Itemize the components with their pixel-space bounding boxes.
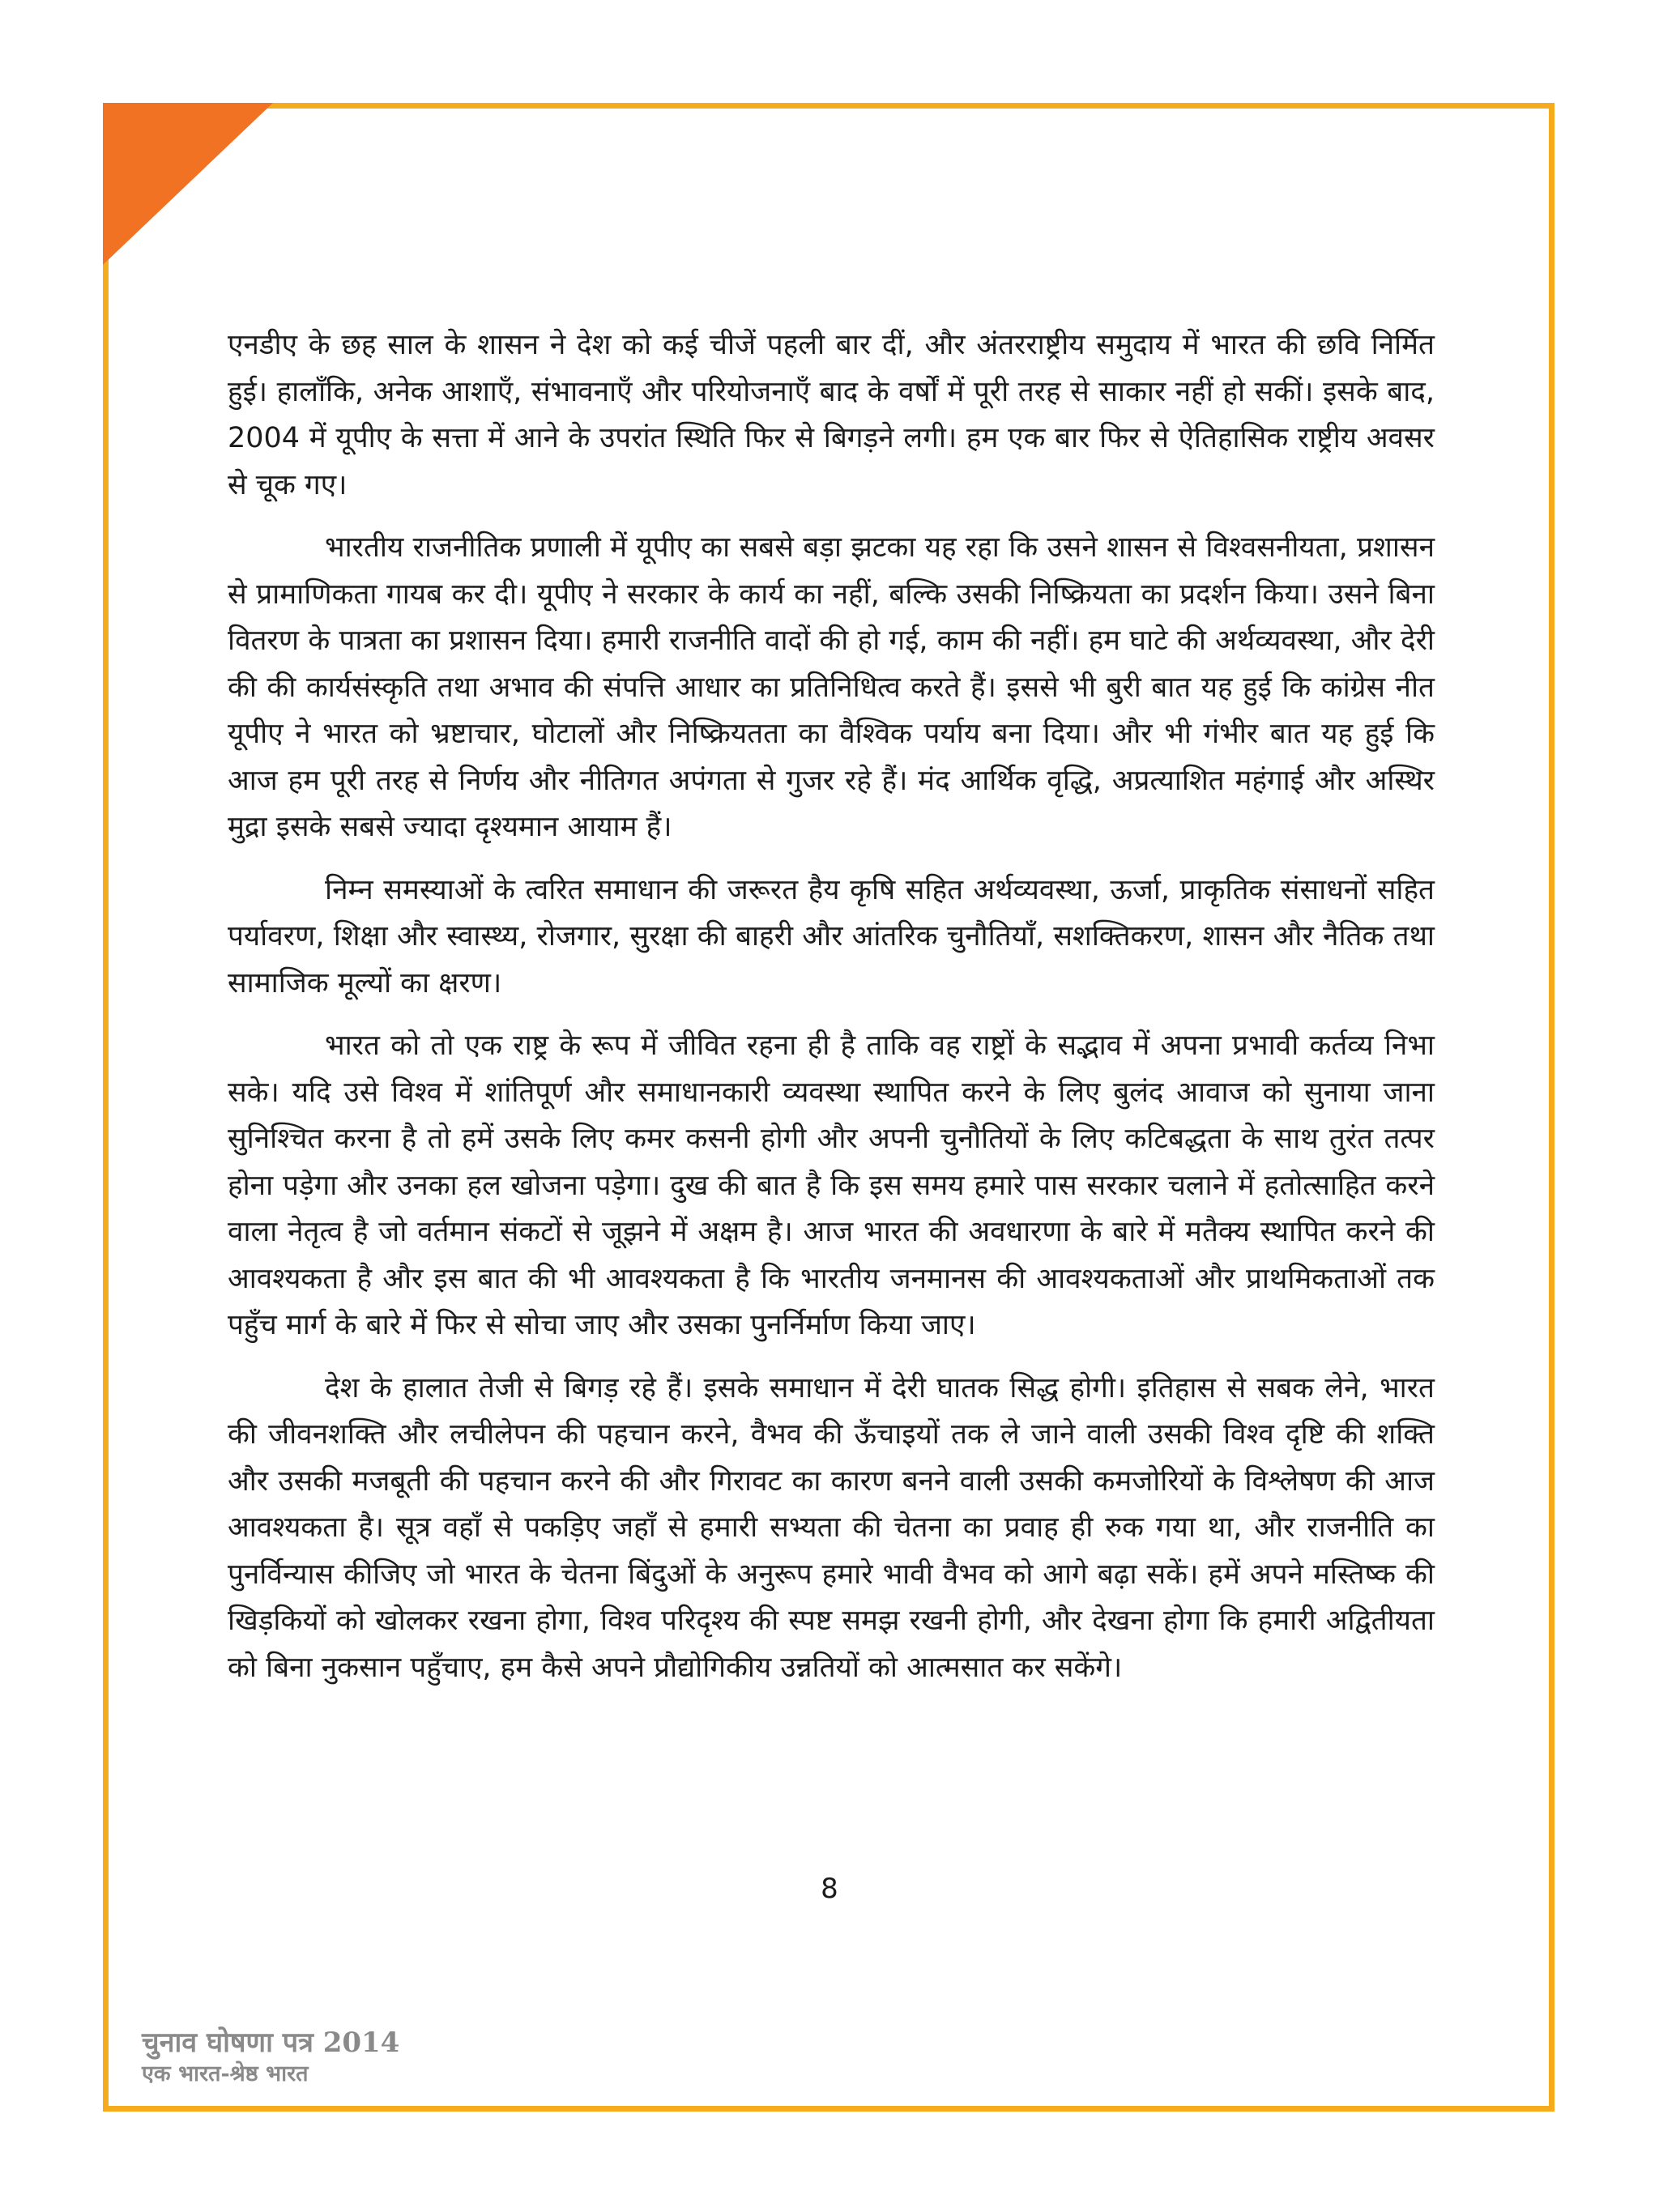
- paragraph-2: भारतीय राजनीतिक प्रणाली में यूपीए का सबसे बड़ा झटका यह रहा कि उसने शासन से विश्वसनीयता, प्रशासन से प्रामाणिकता गायब कर दी। यूपीए ने सरकार के कार्य का नहीं, बल्कि उसकी निष्क्रियता का प्रदर्शन किया। उसने बिना वितरण के पात्रता का प्रशासन दिया। हमारी राजनीति वादों की हो गई, काम की नहीं। हम घाटे की अर्थव्यवस्था, और देरी की की कार्यसंस्कृति तथा अभाव की संपत्ति आधार का प्रतिनिधित्व करते हैं। इससे भी बुरी बात यह हुई कि कांग्रेस नीत यूपीए ने भारत को भ्रष्टाचार, घोटालों और निष्क्रियतता का वैश्विक पर्याय बना दिया। और भी गंभीर बात यह हुई कि आज हम पूरी तरह से निर्णय और नीतिगत अपंगता से गुजर रहे हैं। मंद आर्थिक वृद्धि, अप्रत्याशित महंगाई और अस्थिर मुद्रा इसके सबसे ज्यादा दृश्यमान आयाम हैं।: [228, 531, 1435, 843]
- paragraph-3: निम्न समस्याओं के त्वरित समाधान की जरूरत हैय कृषि सहित अर्थव्यवस्था, ऊर्जा, प्राकृतिक संसाधनों सहित पर्यावरण, शिक्षा और स्वास्थ्य, रोजगार, सुरक्षा की बाहरी और आंतरिक चुनौतियाँ, सशक्तिकरण, शासन और नैतिक तथा सामाजिक मूल्यों का क्षरण।: [228, 873, 1435, 999]
- footer-subtitle: एक भारत-श्रेष्ठ भारत: [142, 2061, 309, 2086]
- corner-triangle-decoration: [103, 103, 273, 265]
- footer-branding: [142, 2025, 399, 2088]
- paragraph-4: भारत को तो एक राष्ट्र के रूप में जीवित रहना ही है ताकि वह राष्ट्रों के सद्भाव में अपना प्रभावी कर्तव्य निभा सके। यदि उसे विश्व में शांतिपूर्ण और समाधानकारी व्यवस्था स्थापित करने के लिए बुलंद आवाज को सुनाया जाना सुनिश्चित करना है तो हमें उसके लिए कमर कसनी होगी और अपनी चुनौतियों के लिए कटिबद्धता के साथ तुरंत तत्पर होना पड़ेगा और उनका हल खोजना पड़ेगा। दुख की बात है कि इस समय हमारे पास सरकार चलाने में हतोत्साहित करने वाला नेतृत्व है जो वर्तमान संकटों से जूझने में अक्षम है। आज भारत की अवधारणा के बारे में मतैक्य स्थापित करने की आवश्यकता है और इस बात की भी आवश्यकता है कि भारतीय जनमानस की आवश्यकताओं और प्राथमिकताओं तक पहुँच मार्ग के बारे में फिर से सोचा जाए और उसका पुनर्निर्माण किया जाए।: [228, 1029, 1435, 1341]
- paragraph-5: देश के हालात तेजी से बिगड़ रहे हैं। इसके समाधान में देरी घातक सिद्ध होगी। इतिहास से सबक लेने, भारत की जीवनशक्ति और लचीलेपन की पहचान करने, वैभव की ऊँचाइयों तक ले जाने वाली उसकी विश्व दृष्टि की शक्ति और उसकी मजबूती की पहचान करने की और गिरावट का कारण बनने वाली उसकी कमजोरियों के विश्लेषण की आज आवश्यकता है। सूत्र वहाँ से पकड़िए जहाँ से हमारी सभ्यता की चेतना का प्रवाह ही रुक गया था, और राजनीति का पुनर्विन्यास कीजिए जो भारत के चेतना बिंदुओं के अनुरूप हमारे भावी वैभव को आगे बढ़ा सकें। हमें अपने मस्तिष्क की खिड़कियों को खोलकर रखना होगा, विश्व परिदृश्य की स्पष्ट समझ रखनी होगी, और देखना होगा कि हमारी अद्वितीयता को बिना नुकसान पहुँचाए, हम कैसे अपने प्रौद्योगिकीय उन्नतियों को आत्मसात कर सकेंगे।: [228, 1371, 1435, 1684]
- body-text: [228, 322, 1435, 1707]
- page-number: 8: [821, 1873, 838, 1905]
- footer-title: चुनाव घोषणा पत्र 2014: [142, 2027, 400, 2059]
- corner-triangle: [103, 103, 273, 265]
- paragraph-1: एनडीए के छह साल के शासन ने देश को कई चीजें पहली बार दीं, और अंतरराष्ट्रीय समुदाय में भारत की छवि निर्मित हुई। हालाँकि, अनेक आशाएँ, संभावनाएँ और परियोजनाएँ बाद के वर्षों में पूरी तरह से साकार नहीं हो सकीं। इसके बाद, 2004 में यूपीए के सत्ता में आने के उपरांत स्थिति फिर से बिगड़ने लगी। हम एक बार फिर से ऐतिहासिक राष्ट्रीय अवसर से चूक गए।: [228, 329, 1435, 501]
